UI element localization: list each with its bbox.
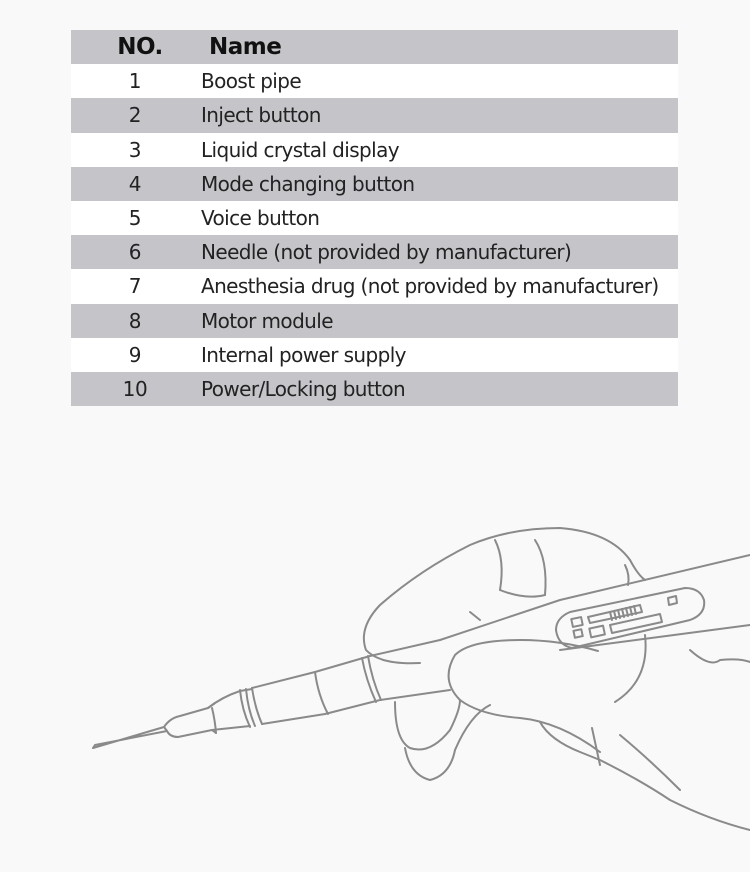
table-row	[71, 167, 678, 201]
table-row	[71, 133, 678, 167]
row-name: Motor module	[201, 308, 333, 333]
hand-holding-pen-illustration	[0, 480, 750, 872]
row-no: 3	[128, 137, 142, 162]
row-name: Power/Locking button	[201, 376, 406, 401]
row-no: 6	[128, 240, 142, 265]
row-name: Inject button	[201, 103, 321, 128]
table-row	[71, 304, 678, 338]
row-no: 8	[128, 308, 142, 333]
header-no: NO.	[117, 34, 163, 61]
row-name: Boost pipe	[201, 69, 302, 94]
hand-icon	[364, 528, 750, 830]
row-no: 5	[128, 206, 142, 231]
row-no: 4	[128, 171, 142, 196]
needle-icon	[93, 727, 167, 748]
row-no: 7	[128, 274, 142, 299]
row-name: Internal power supply	[201, 342, 406, 367]
row-no: 2	[128, 103, 142, 128]
table-row	[71, 235, 678, 269]
header-name: Name	[209, 34, 282, 61]
table-row	[71, 201, 678, 235]
lcd-panel-icon	[556, 588, 704, 648]
table-row	[71, 98, 678, 132]
row-no: 10	[122, 376, 148, 401]
table-header	[71, 30, 678, 64]
table-row	[71, 338, 678, 372]
row-name: Mode changing button	[201, 171, 415, 196]
row-no: 9	[128, 342, 142, 367]
table-row	[71, 269, 678, 303]
row-name: Anesthesia drug (not provided by manufacturer)	[201, 274, 659, 299]
pen-tip-icon	[164, 688, 262, 737]
table-row	[71, 372, 678, 406]
table-row	[71, 64, 678, 98]
row-name: Needle (not provided by manufacturer)	[201, 240, 572, 265]
row-name: Voice button	[201, 206, 320, 231]
parts-table	[71, 30, 678, 406]
row-name: Liquid crystal display	[201, 137, 399, 162]
row-no: 1	[128, 69, 142, 94]
